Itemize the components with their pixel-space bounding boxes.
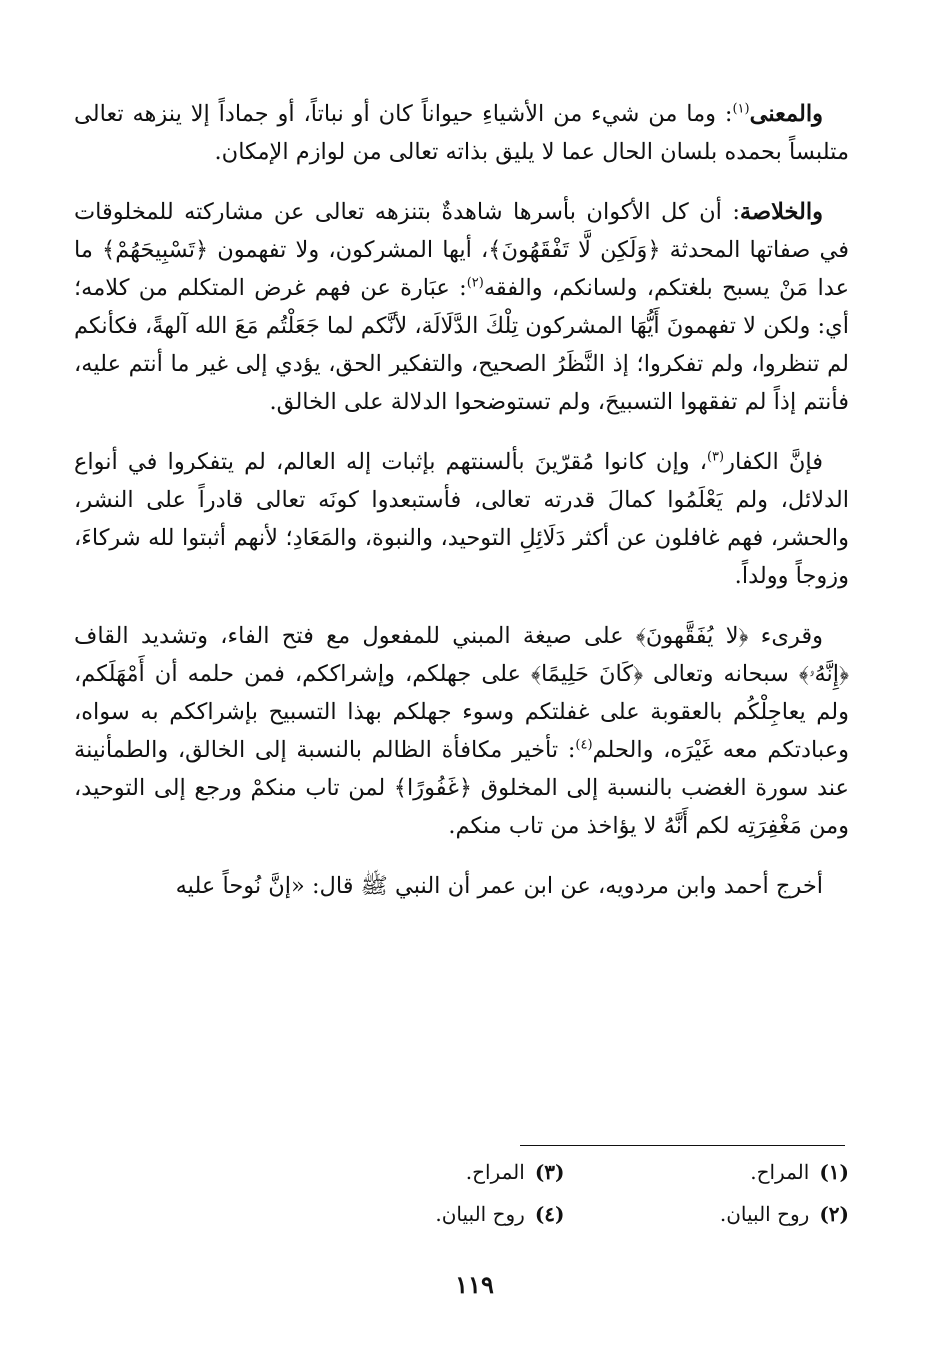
paragraph-summary [74,193,849,421]
paragraph-text: : أن كل الأكوان بأسرها شاهدةٌ بتنزهه تعالى عن مشاركته للمخلوقات في صفاتها المحدثة ﴿وَلَكِن لَّا تَفْقَهُونَ﴾، أيها المشركون، ولا تفهمون ﴿تَسْبِيحَهُمْ﴾ ما عدا مَنْ يسبح بلغتكم، ولسانكم، والفقه [74,199,849,301]
footnote-ref-4: (٤) [575,737,593,753]
footnote-text: روح البيان. [435,1202,525,1226]
footnote-divider [520,1145,845,1146]
footnote-text: المراح. [750,1160,810,1184]
footnote-2 [585,1202,850,1226]
paragraph-reading [74,617,849,845]
footnote-number: (٤) [534,1202,565,1226]
footnote-ref-1: (١) [732,101,750,117]
paragraph-meaning [74,95,849,171]
main-text [74,95,849,927]
footnote-1 [585,1160,850,1184]
paragraph-text: : وما من شيء من الأشياءِ حيواناً كان أو نباتاً، أو جماداً إلا ينزهه تعالى متلبساً بحمده بلسان الحال عما لا يليق بذاته تعالى من لوازم الإمكان. [74,101,849,165]
paragraph-text: فإنَّ الكفار [724,449,823,475]
footnote-number: (١) [819,1160,849,1184]
footnote-text: المراح. [465,1160,525,1184]
footnote-text: روح البيان. [719,1202,810,1226]
paragraph-text: : عبَارة عن فهم غرض المتكلم من كلامه؛ أي: ولكن لا تفهمونَ أَيُّهَا المشركون تِلْكَ الدَّلَالَة، لأنَّكم لما جَعَلْتُم مَعَ الله آلهةً، فكأنكم لم تنظروا، ولم تفكروا؛ إذ النَّظَرُ الصحيح، والتفكير الحق، يؤدي إلى غير ما أنتم عليه، فأنتم إذاً لم تفقهوا التسبيحَ، ولم تستوضحوا الدلالة على الخالق. [74,275,849,415]
footnote-ref-3: (٣) [706,449,725,465]
term-meaning: والمعنى [749,101,823,127]
paragraph-hadith [74,867,849,905]
page-number: ١١٩ [455,1270,494,1299]
footnote-number: (٢) [819,1202,849,1226]
paragraph-text: ، وإن كانوا مُقرّينَ بألسنتهم بإثبات إله العالم، لم يتفكروا في أنواع الدلائل، ولم يَعْلَمُوا كمالَ قدرته تعالى، فأستبعدوا كونَه تعالى قادراً على النشر، والحشر، فهم غافلون عن أكثر دَلَائِلِ التوحيد، والنبوة، والمَعَادِ؛ لأنهم أثبتوا لله شركاءَ، وزوجاً وولداً. [74,449,849,589]
footnote-number: (٣) [534,1160,565,1184]
paragraph-text: وقرىء ﴿لا يُفَقَّهونَ﴾ على صيغة المبني للمفعول مع فتح الفاء، وتشديد القاف ﴿إِنَّهُۥ﴾ سبحانه وتعالى ﴿كَانَ حَلِيمًا﴾ على جهلكم، وإشراككم، فمن حلمه أن أَمْهَلَكم، ولم يعاجِلْكُم بالعقوبة على غفلتكم وسوء جهلكم بهذا التسبيح بإشراككم به سواه، وعبادتكم معه غَيْرَه، والحلم [74,623,849,763]
footnote-ref-2: (٢) [466,275,484,291]
footnote-3 [300,1160,565,1184]
paragraph-text: أخرج أحمد وابن مردويه، عن ابن عمر أن النبي ﷺ قال: «إنَّ نُوحاً عليه [175,873,823,899]
footnotes [300,1160,849,1226]
footnote-4 [300,1202,565,1226]
paragraph-text: : تأخير مكافأة الظالم بالنسبة إلى الخالق، والطمأنينة عند سورة الغضب بالنسبة إلى المخلوق ﴿غَفُورًا﴾ لمن تاب منكمْ ورجع إلى التوحيد، ومن مَغْفِرَتِه لكم أَنَّهُ لا يؤاخذ من تاب منكم. [74,737,849,839]
term-summary: والخلاصة [739,199,823,225]
paragraph-disbelievers [74,443,849,595]
